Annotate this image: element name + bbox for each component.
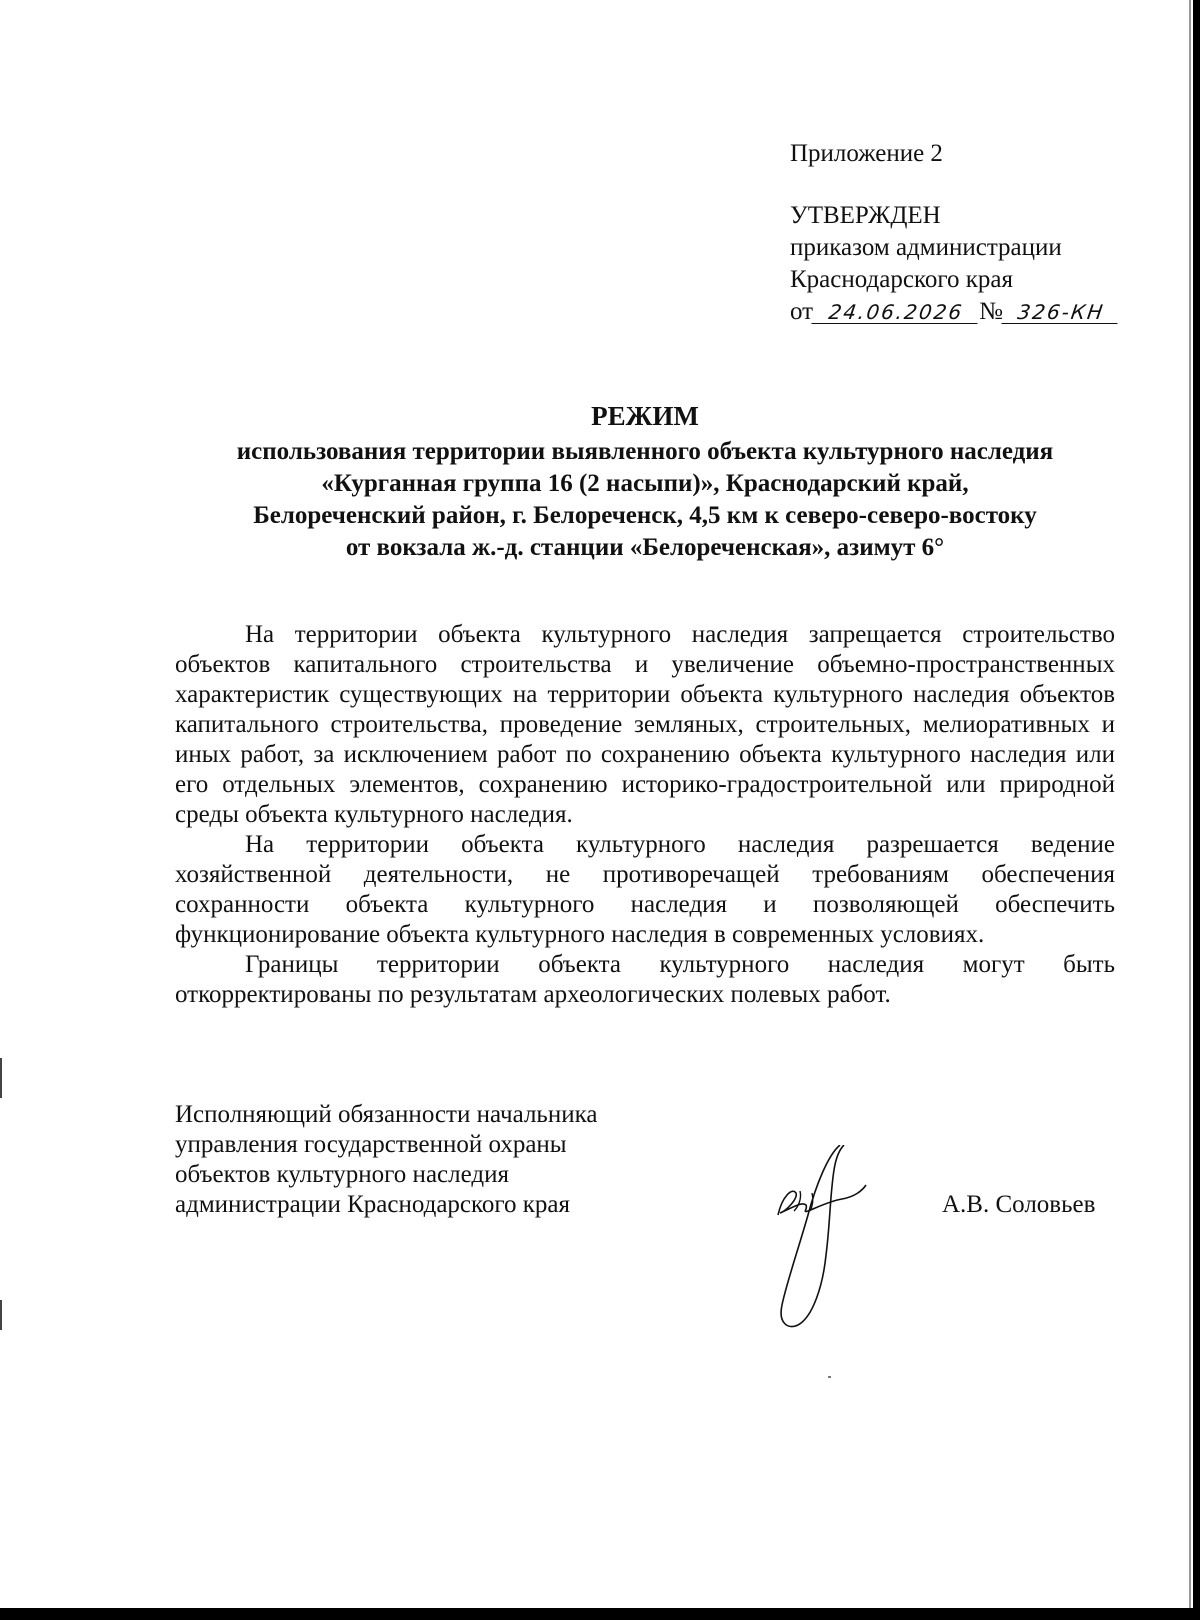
document-title <box>150 400 1140 564</box>
handwritten-signature <box>768 1145 888 1330</box>
body-paragraph: На территории объекта культурного наследия разрешается ведение хозяйственной деятельности, не противоречащей требованиям обеспечения сохранности объекта культурного наследия и позволяющей обеспечить функционирование объекта культурного наследия в современных условиях. <box>175 831 1115 948</box>
title-line: использования территории выявленного объекта культурного наследия <box>236 438 1054 465</box>
order-number-handwritten: 326-КН <box>1001 301 1120 324</box>
signatory-position-line: объектов культурного наследия <box>175 1161 509 1188</box>
date-prefix: от <box>790 298 814 325</box>
title-line: Белореченский район, г. Белореченск, 4,5 км к северо-северо-востоку <box>253 502 1037 529</box>
title-line: «Курганная группа 16 (2 насыпи)», Краснодарский край, <box>321 470 969 497</box>
approved-label: УТВЕРЖДЕН <box>790 202 941 229</box>
body-paragraph: На территории объекта культурного наследия запрещается строительство объектов капитального строительства и увеличение объемно-пространственных характеристик существующих на территории объекта культурного наследия объектов капитального строительства, проведение земляных, строительных, мелиоративных и иных работ, за исключением работ по сохранению объекта культурного наследия или его отдельных элементов, сохранению историко-градостроительной или природной среды объекта культурного наследия. <box>175 621 1115 828</box>
approved-by-order: приказом администрации <box>790 234 1062 261</box>
body-paragraph: Границы территории объекта культурного наследия могут быть откорректированы по результатам археологических полевых работ. <box>175 951 1115 1008</box>
signatory-position-line: управления государственной охраны <box>175 1131 567 1158</box>
scan-border-right <box>1193 0 1200 1620</box>
title-main: РЕЖИМ <box>591 401 699 431</box>
signatory-position <box>175 1100 597 1220</box>
scan-border-right-shadow <box>1189 0 1191 1608</box>
number-sign: № <box>979 298 1003 325</box>
scan-artifact-left <box>0 1058 2 1098</box>
signatory-position-line: администрации Краснодарского края <box>175 1191 571 1218</box>
scan-speck <box>828 1376 831 1378</box>
scan-border-bottom <box>0 1608 1200 1620</box>
annex-label: Приложение 2 <box>790 140 943 167</box>
order-date-handwritten: 24.06.2026 <box>811 301 980 324</box>
approval-block <box>790 138 1119 328</box>
scan-artifact-left-lower <box>0 1300 2 1330</box>
title-line: от вокзала ж.-д. станции «Белореченская», азимут 6° <box>345 534 945 561</box>
document-body <box>175 620 1115 1010</box>
order-date-number-line <box>790 296 1119 328</box>
signatory-position-line: Исполняющий обязанности начальника <box>175 1101 598 1128</box>
signatory-name: А.В. Соловьев <box>942 1191 1096 1218</box>
approved-region: Краснодарского края <box>790 266 1013 293</box>
